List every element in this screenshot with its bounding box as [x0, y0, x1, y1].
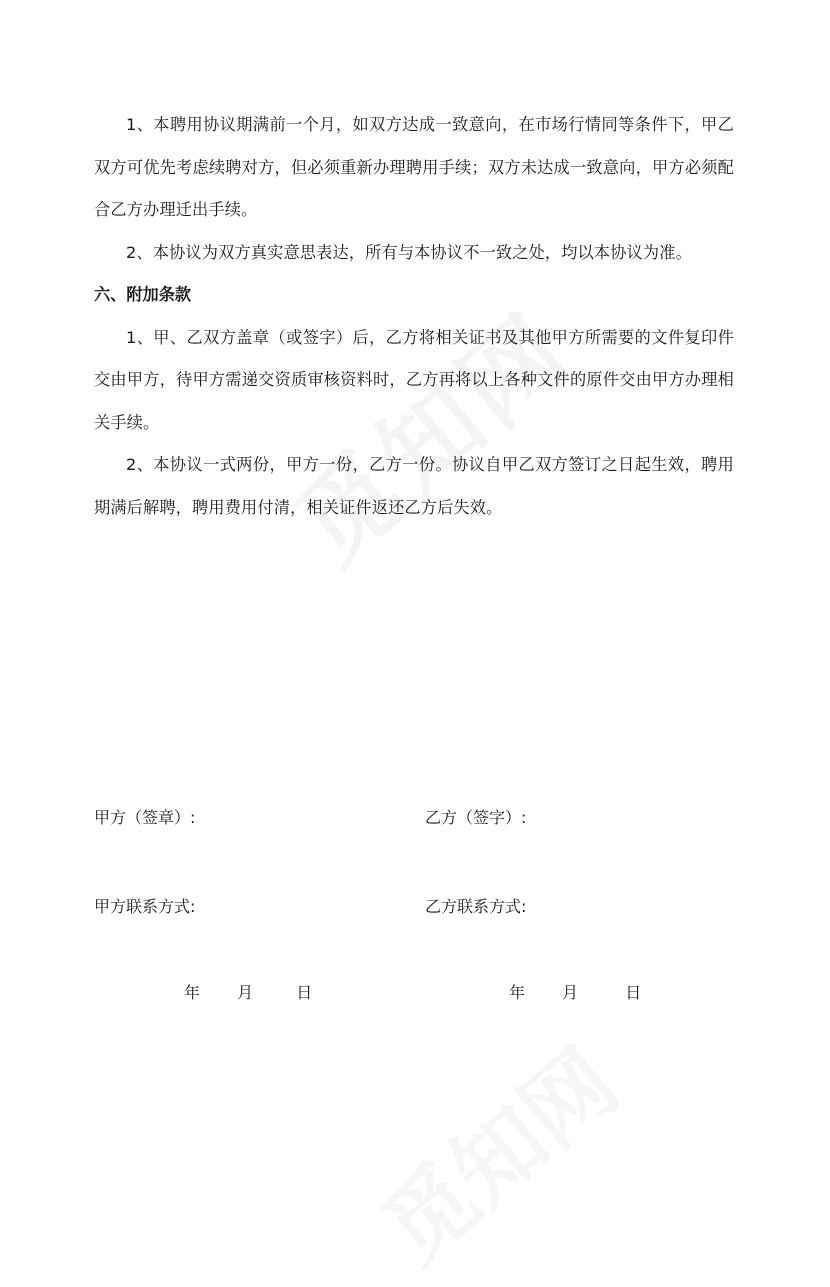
clause-copies-validity: 2、本协议一式两份，甲方一份，乙方一份。协议自甲乙双方签订之日起生效，聘用期满后解聘，聘用费用付清，相关证件返还乙方后失效。 [94, 455, 734, 517]
clause-renewal: 1、本聘用协议期满前一个月，如双方达成一致意向，在市场行情同等条件下，甲乙双方可优先考虑续聘对方，但必须重新办理聘用手续；双方未达成一致意向，甲方必须配合乙方办理迁出手续。 [94, 115, 734, 219]
clause-precedence: 2、本协议为双方真实意思表达，所有与本协议不一致之处，均以本协议为准。 [126, 242, 692, 262]
party-a-date-year: 年 [184, 983, 201, 1002]
section-heading-additional-terms: 六、附加条款 [94, 285, 192, 304]
party-a-date [184, 982, 312, 1004]
party-b-date-year: 年 [509, 983, 526, 1002]
party-b-sign-label: 乙方（签字）: [425, 808, 527, 827]
party-b-date-day: 日 [625, 983, 642, 1002]
party-a-seal-label: 甲方（签章）: [94, 808, 196, 827]
clause-documents: 1、甲、乙双方盖章（或签字）后，乙方将相关证书及其他甲方所需要的文件复印件交由甲方，待甲方需递交资质审核资料时，乙方再将以上各种文件的原件交由甲方办理相关手续。 [94, 327, 734, 432]
party-b-date [509, 982, 641, 1004]
document-body [94, 104, 734, 529]
party-a-date-day: 日 [296, 983, 313, 1002]
party-b-contact-label: 乙方联系方式: [425, 897, 527, 916]
party-a-date-month: 月 [237, 983, 254, 1002]
party-b-date-month: 月 [562, 983, 579, 1002]
watermark-bottom [350, 1013, 640, 1286]
party-a-contact-label: 甲方联系方式: [94, 897, 196, 916]
